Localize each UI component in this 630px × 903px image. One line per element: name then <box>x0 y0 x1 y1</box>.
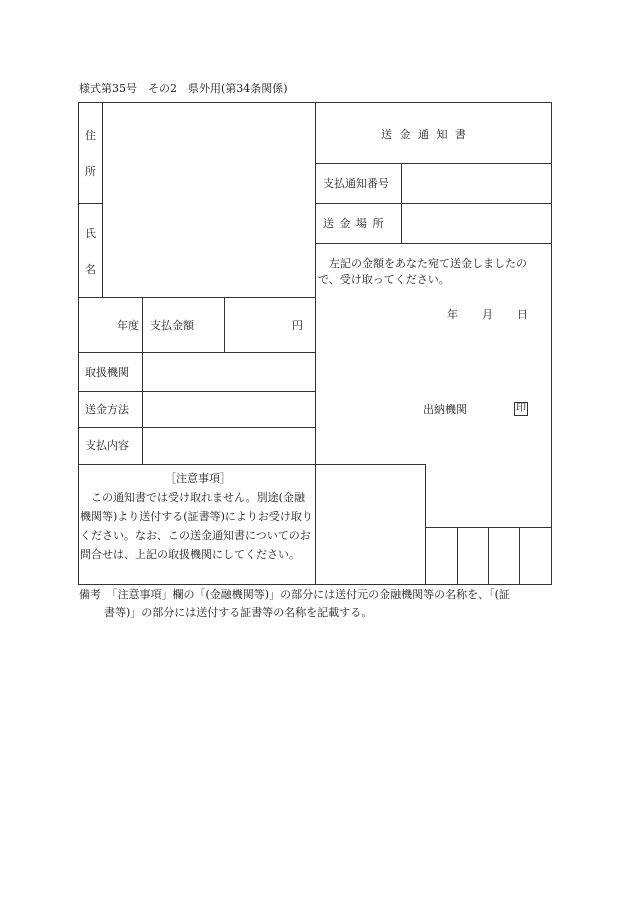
handling-institution-label: 取扱機関 <box>85 366 129 379</box>
stamp-area-divider <box>425 464 426 585</box>
center-divider <box>315 102 316 585</box>
payment-content-label: 支払内容 <box>85 439 129 452</box>
treasury-institution-label: 出納機関 <box>423 403 467 416</box>
method-bottom-line <box>78 427 316 428</box>
notice-body: この通知書では受け取れません。別途(金融機関等)より送付する(証書等)によりお受け取りください。なお、この送金通知書についてのお問合せは、上記の取扱機関にしてください。 <box>80 491 313 561</box>
notice-title: ［注意事項］ <box>165 472 231 485</box>
yen-label: 円 <box>292 319 303 332</box>
notice-no-bottom-line <box>315 203 551 204</box>
border-right <box>551 102 552 585</box>
name-label-1: 氏 <box>85 227 96 240</box>
date-day-label: 日 <box>517 308 528 321</box>
stamp-grid-col-2 <box>488 527 489 585</box>
remarks-line-1: 備考 「注意事項」欄の「(金融機関等)」の部分には送付元の金融機関等の名称を、「(証 <box>79 588 510 601</box>
address-label-divider <box>102 102 103 298</box>
amount-divider <box>224 297 225 353</box>
title-bottom-line <box>315 163 551 164</box>
handling-bottom-line <box>78 391 316 392</box>
name-bottom-line <box>78 297 316 298</box>
payment-notice-no-label: 支払通知番号 <box>323 177 389 190</box>
address-label-1: 住 <box>85 129 96 142</box>
payment-amount-label: 支払金額 <box>150 319 194 332</box>
amount-bottom-line <box>78 352 316 353</box>
date-month-label: 月 <box>482 308 493 321</box>
remit-message-line-2: で、受け取ってください。 <box>318 273 450 286</box>
name-label-2: 名 <box>85 263 96 276</box>
form-title: 送 金 通 知 書 <box>381 128 468 141</box>
stamp-grid-col-3 <box>519 527 520 585</box>
label-column-divider <box>142 297 143 464</box>
remit-message-line-1: 左記の金額をあなた宛て送金しましたの <box>318 257 527 270</box>
remarks-line-2: 書等)」の部分には送付する証書等の名称を記載する。 <box>104 606 373 619</box>
content-bottom-line <box>78 464 426 465</box>
stamp-grid-col-1 <box>457 527 458 585</box>
address-name-divider <box>78 203 103 204</box>
date-year-label: 年 <box>447 308 458 321</box>
remit-method-label: 送金方法 <box>85 403 129 416</box>
place-bottom-line <box>315 243 551 244</box>
address-label-2: 所 <box>85 165 96 178</box>
remit-place-label: 送 金 場 所 <box>323 217 385 230</box>
seal-mark: 印 <box>516 403 526 414</box>
right-label-divider <box>401 163 402 244</box>
form-number-header: 様式第35号 その2 県外用(第34条関係) <box>79 82 288 95</box>
fiscal-year-label: 年度 <box>117 319 139 332</box>
border-left <box>78 102 79 585</box>
